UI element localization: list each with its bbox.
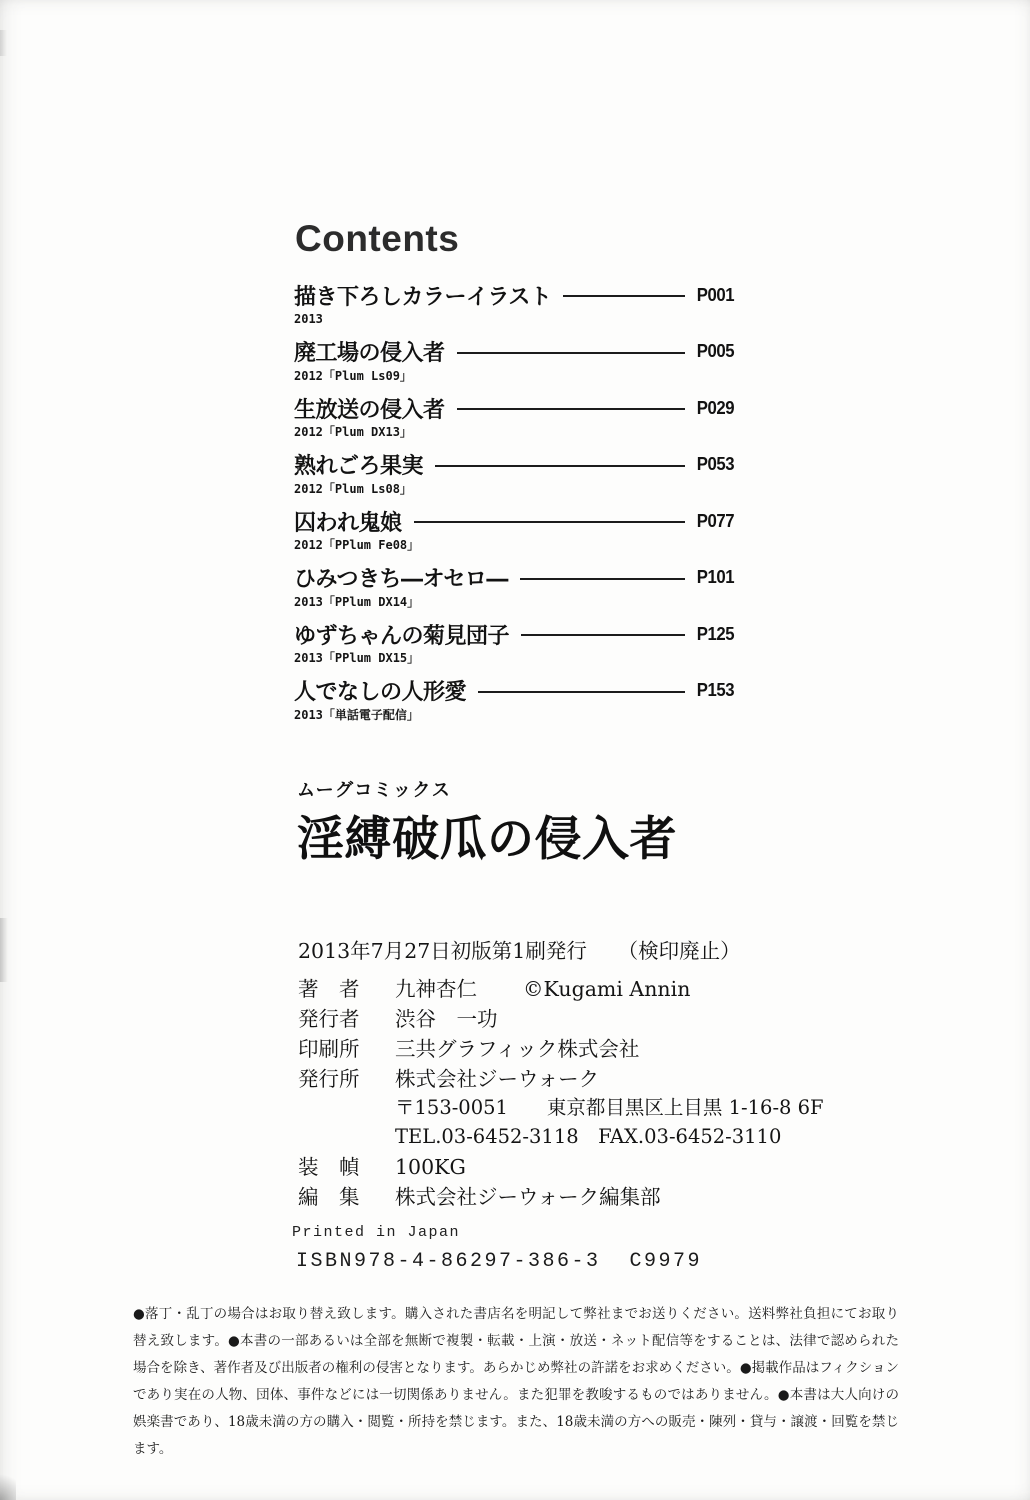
colophon-label: 発行所 — [298, 1067, 360, 1091]
toc-entry-note: 2012「Plum Ls09」 — [294, 368, 412, 383]
colophon-value-line — [395, 1007, 498, 1031]
toc-entry — [294, 280, 734, 337]
colophon-subline: 〒153-0051 東京都目黒区上目黒 1-16-8 6F — [395, 1096, 824, 1119]
imprint-series-label: ムーグコミックス — [297, 780, 452, 801]
toc-entry — [294, 676, 734, 733]
colophon-value-group — [395, 1155, 466, 1179]
toc-entry-note: 2013 — [294, 312, 323, 326]
isbn-line: ISBN978-4-86297-386-3 C9979 — [296, 1250, 703, 1273]
colophon-row — [298, 1037, 824, 1061]
colophon-value-line — [395, 1155, 466, 1179]
toc-title-row — [294, 506, 734, 536]
scan-artifact — [0, 30, 7, 56]
toc-leader-line — [563, 295, 685, 297]
toc-page-number: P005 — [696, 341, 734, 361]
toc-title-row — [294, 280, 734, 310]
toc-page-number: P077 — [696, 510, 734, 531]
toc-page-number: P125 — [696, 623, 734, 644]
toc-page-number: P101 — [696, 567, 734, 587]
colophon-value: 渋谷 一功 — [395, 1007, 498, 1031]
legal-notice: ●落丁・乱丁の場合はお取り替え致します。購入された書店名を明記して弊社までお送りください。送料弊社負担にてお取り替え致します。●本書の一部あるいは全部を無断で複製・転載・上演・放送・ネット配信等をすることは、法律で認められた場合を除き、著作者及び出版者の権利の侵害となります。あらかじめ弊社の許諾をお求めください。●掲載作品はフィクションであり実在の人物、団体、事件などには一切関係ありません。また犯罪を教唆するものではありません。●本書は大人向けの娯楽書であり、18歳未満の方の購入・閲覧・所持を禁じます。また、18歳未満の方への販売・陳列・貸与・譲渡・回覧を禁じます。 — [133, 1306, 899, 1457]
scan-artifact — [0, 918, 8, 982]
colophon-value-line — [395, 1067, 824, 1091]
toc-entry — [294, 337, 734, 394]
toc-page-number: P153 — [696, 680, 734, 700]
toc-title-row — [294, 563, 734, 593]
toc-page-number: P029 — [696, 397, 734, 418]
colophon-label: 発行者 — [298, 1007, 360, 1031]
toc-page-number: P053 — [696, 454, 734, 474]
colophon-value-group — [395, 977, 690, 1001]
contents-heading: Contents — [295, 218, 460, 259]
toc-entry-note: 2013「PPlum DX14」 — [294, 594, 420, 609]
toc-entry — [294, 506, 734, 563]
toc-entry-note: 2012「PPlum Fe08」 — [294, 538, 420, 552]
toc-title-row — [294, 337, 734, 367]
colophon — [298, 938, 824, 1215]
toc-entry-title: 描き下ろしカラーイラスト — [294, 284, 552, 310]
toc-list — [294, 280, 734, 732]
toc-entry-note: 2012「Plum Ls08」 — [294, 481, 412, 496]
colophon-row — [298, 1007, 824, 1031]
colophon-subline: TEL.03-6452-3118 FAX.03-6452-3110 — [395, 1125, 782, 1148]
colophon-value-group — [395, 1007, 498, 1031]
toc-entry-title: 囚われ鬼娘 — [294, 510, 402, 536]
toc-page-number: P001 — [696, 284, 734, 305]
colophon-value-line — [395, 977, 690, 1001]
colophon-label: 編 集 — [298, 1185, 360, 1209]
colophon-value-group — [395, 1037, 639, 1061]
toc-leader-line — [478, 691, 685, 693]
colophon-value: 100KG — [395, 1155, 466, 1179]
toc-leader-line — [435, 465, 685, 467]
edition-line: 2013年7月27日初版第1刷発行 （検印廃止） — [298, 939, 741, 963]
toc-entry-note: 2013「単話電子配信」 — [294, 707, 419, 722]
colophon-row — [298, 1185, 824, 1209]
toc-entry — [294, 450, 734, 507]
toc-leader-line — [520, 578, 685, 580]
toc-entry — [294, 619, 734, 676]
colophon-row — [298, 1155, 824, 1179]
book-title: 淫縛破瓜の侵入者 — [297, 812, 677, 867]
toc-title-row — [294, 619, 734, 649]
toc-entry — [294, 563, 734, 620]
colophon-value: 三共グラフィック株式会社 — [395, 1037, 640, 1061]
imprint — [297, 782, 677, 866]
toc-leader-line — [457, 408, 685, 410]
toc-leader-line — [457, 352, 685, 354]
toc-entry-note: 2013「PPlum DX15」 — [294, 651, 420, 665]
colophon-rows — [298, 977, 824, 1209]
printed-in-japan: Printed in Japan — [292, 1224, 461, 1241]
colophon-row — [298, 1067, 824, 1149]
author-credit: ©Kugami Annin — [523, 977, 691, 1001]
toc-entry-title: 人でなしの人形愛 — [294, 680, 467, 705]
colophon-value-line — [395, 1037, 639, 1061]
colophon-value-group — [395, 1185, 661, 1209]
toc-entry-title: ゆずちゃんの菊見団子 — [294, 623, 510, 649]
colophon-row — [298, 977, 824, 1001]
toc-title-row — [294, 676, 734, 706]
colophon-label: 印刷所 — [298, 1037, 360, 1061]
toc-entry-title: 熟れごろ果実 — [294, 454, 424, 479]
toc-entry-title: 廃工場の侵入者 — [294, 341, 445, 366]
colophon-value: 株式会社ジーウォーク編集部 — [395, 1185, 661, 1209]
toc-entry-note: 2012「Plum DX13」 — [294, 425, 412, 439]
toc-leader-line — [414, 521, 685, 523]
colophon-label: 著 者 — [298, 977, 360, 1001]
toc-entry — [294, 393, 734, 450]
colophon-label: 装 幀 — [298, 1155, 360, 1179]
toc-title-row — [294, 450, 734, 480]
colophon-value: 九神杏仁 — [395, 977, 477, 1001]
toc-entry-title: ひみつきち―オセロ― — [294, 567, 508, 592]
colophon-value: 株式会社ジーウォーク — [395, 1067, 600, 1091]
scan-artifact — [0, 1468, 16, 1500]
toc-entry-title: 生放送の侵入者 — [294, 397, 445, 423]
toc-title-row — [294, 393, 734, 423]
toc-leader-line — [521, 634, 685, 636]
colophon-value-group — [395, 1067, 824, 1149]
colophon-value-line — [395, 1185, 661, 1209]
